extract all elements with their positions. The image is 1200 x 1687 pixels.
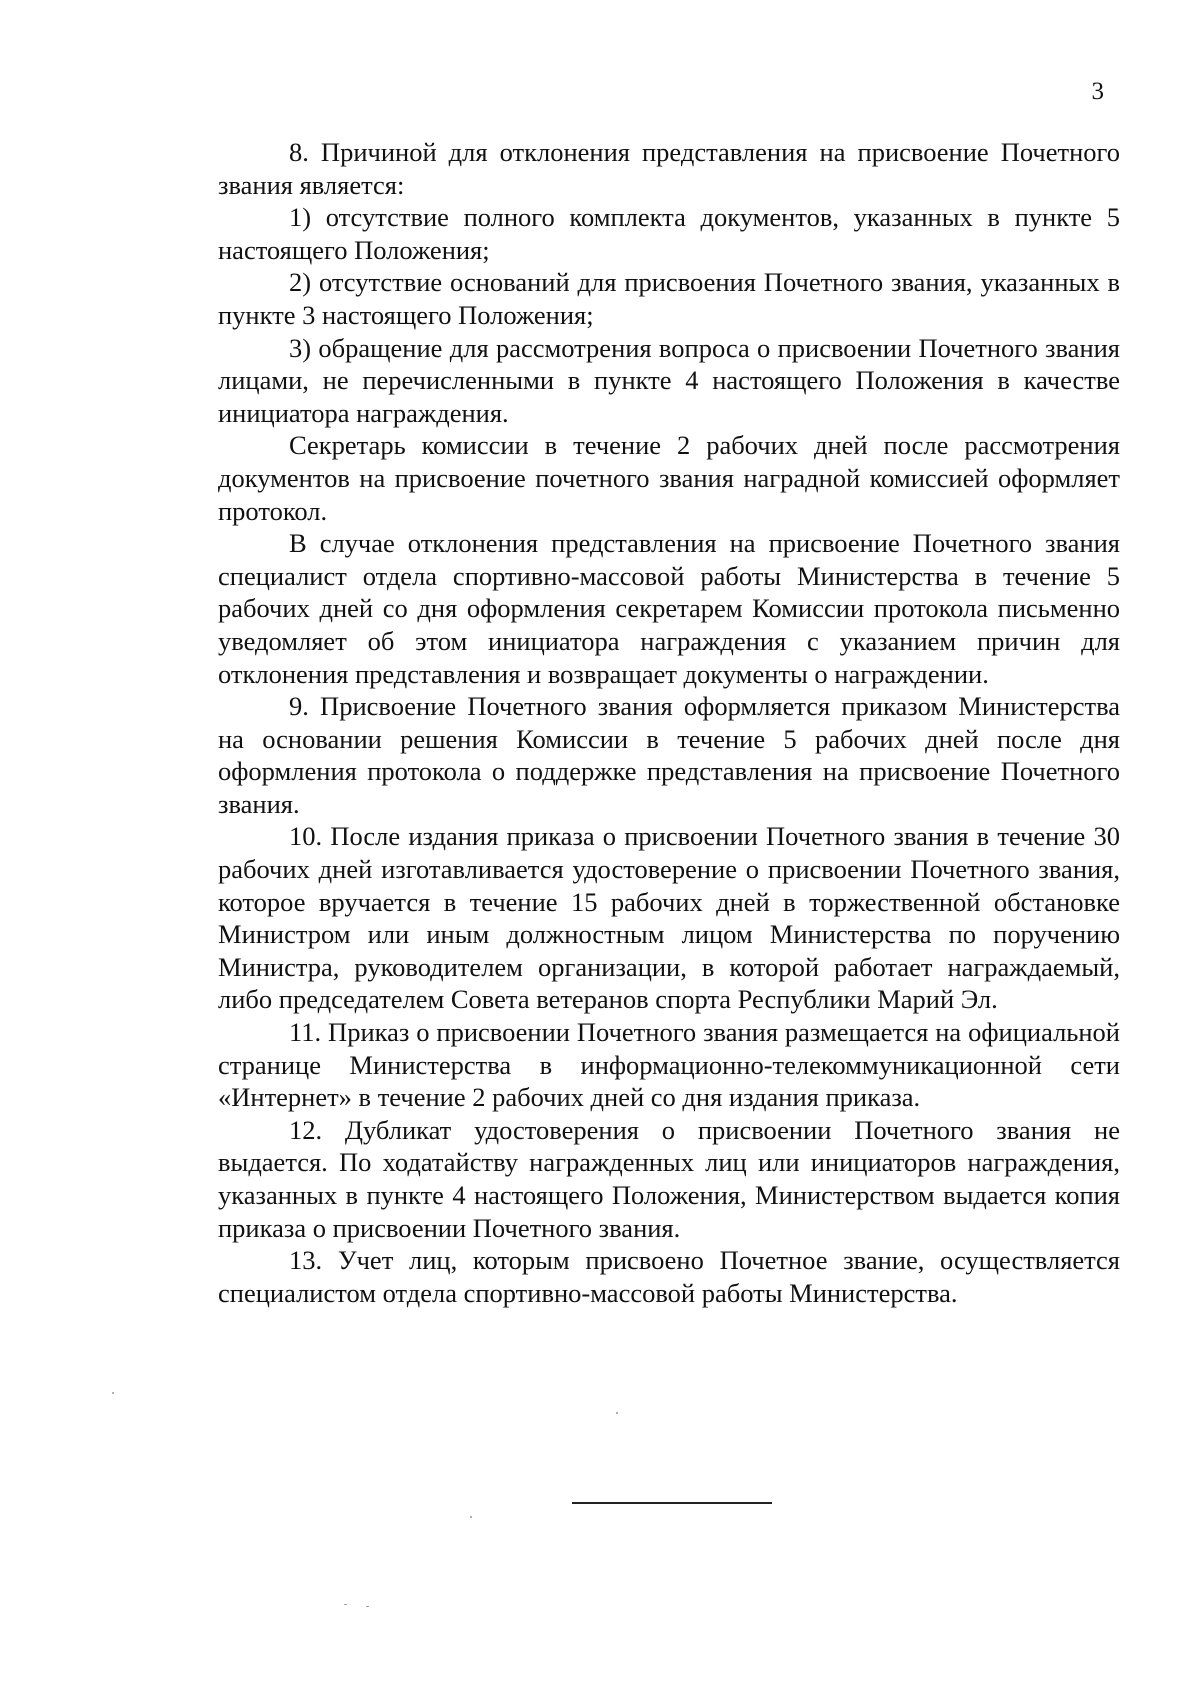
paragraph-8-item-1: 1) отсутствие полного комплекта документов, указанных в пункте 5 настоящего Положения; [218, 202, 1120, 265]
paragraph-9-conferral-order: 9. Присвоение Почетного звания оформляется приказом Министерства на основании решения Комиссии в течение 5 рабочих дней после дня оформления протокола о поддержке представления на присвоение Почетного звания. [218, 691, 1120, 819]
scan-speck [470, 1516, 472, 1518]
scan-speck [366, 1606, 369, 1607]
paragraph-rejection-notice: В случае отклонения представления на присвоение Почетного звания специалист отдела спортивно-массовой работы Министерства в течение 5 рабочих дней со дня оформления секретарем Комиссии протокола письменно уведомляет об этом инициатора награждения с указанием причин для отклонения представления и возвращает документы о награждении. [218, 528, 1120, 689]
scan-speck [112, 1392, 114, 1394]
scan-speck [616, 1412, 618, 1414]
scan-speck [344, 1604, 347, 1605]
paragraph-13-registry: 13. Учет лиц, которым присвоено Почетное звание, осуществляется специалистом отдела спортивно-массовой работы Министерства. [218, 1245, 1120, 1308]
closing-rule [572, 1502, 772, 1504]
paragraph-secretary-protocol: Секретарь комиссии в течение 2 рабочих дней после рассмотрения документов на присвоение почетного звания наградной комиссией оформляет протокол. [218, 430, 1120, 526]
paragraph-11-publication: 11. Приказ о присвоении Почетного звания размещается на официальной странице Министерства в информационно-телекоммуникационной сети «Интернет» в течение 2 рабочих дней со дня издания приказа. [218, 1017, 1120, 1113]
paragraph-8-rejection-reasons: 8. Причиной для отклонения представления на присвоение Почетного звания является: [218, 137, 1120, 200]
paragraph-8-item-2: 2) отсутствие оснований для присвоения Почетного звания, указанных в пункте 3 настоящего Положения; [218, 267, 1120, 330]
paragraph-8-item-3: 3) обращение для рассмотрения вопроса о присвоении Почетного звания лицами, не перечисленными в пункте 4 настоящего Положения в качестве инициатора награждения. [218, 332, 1120, 428]
paragraph-12-duplicate: 12. Дубликат удостоверения о присвоении Почетного звания не выдается. По ходатайству награжденных лиц или инициаторов награждения, указанных в пункте 4 настоящего Положения, Министерством выдается копия приказа о присвоении Почетного звания. [218, 1114, 1120, 1243]
paragraph-10-certificate: 10. После издания приказа о присвоении Почетного звания в течение 30 рабочих дней изготавливается удостоверение о присвоении Почетного звания, которое вручается в течение 15 рабочих дней в торжественной обстановке Министром или иным должностным лицом Министерства по поручению Министра, руководителем организации, в которой работает награждаемый, либо председателем Совета ветеранов спорта Республики Марий Эл. [218, 821, 1120, 1015]
document-body [218, 136, 1120, 1309]
page-number: 3 [1091, 78, 1104, 105]
